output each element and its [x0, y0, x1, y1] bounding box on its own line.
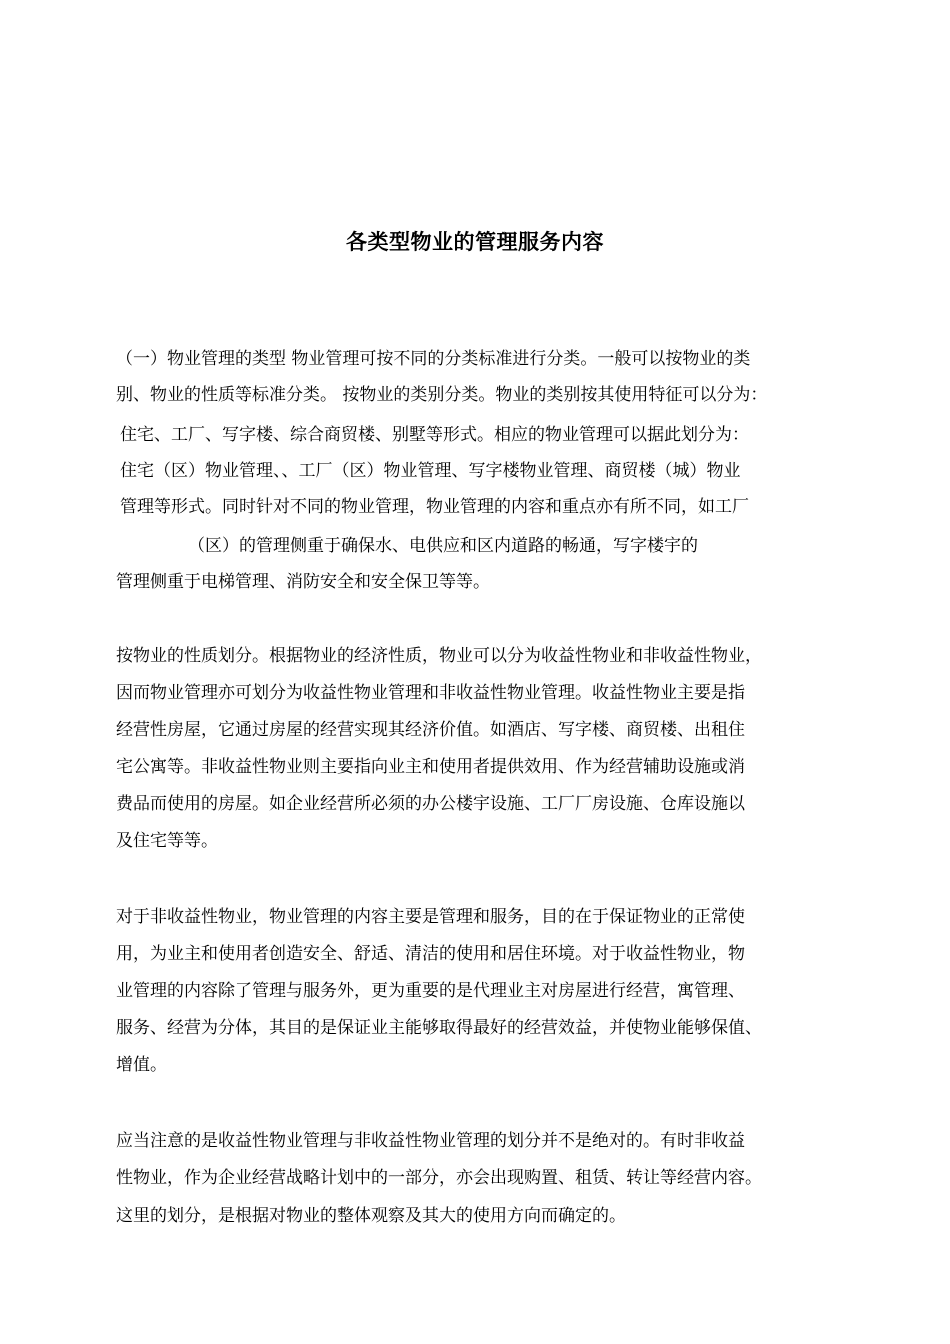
paragraph-2-line-3: 经营性房屋，它通过房屋的经营实现其经济价值。如酒店、写字楼、商贸楼、出租住 [116, 720, 745, 740]
paragraph-1-line-7: 管理侧重于电梯管理、消防安全和安全保卫等等。 [116, 572, 490, 592]
paragraph-2-line-6: 及住宅等等。 [116, 831, 218, 851]
paragraph-2-line-2: 因而物业管理亦可划分为收益性物业管理和非收益性物业管理。收益性物业主要是指 [116, 683, 745, 703]
paragraph-3-line-5: 增值。 [116, 1055, 167, 1075]
paragraph-3-line-3: 业管理的内容除了管理与服务外，更为重要的是代理业主对房屋进行经营，寓管理、 [116, 981, 745, 1001]
paragraph-1-line-4: 住宅（区）物业管理、、工厂（区）物业管理、写字楼物业管理、商贸楼（城）物业 [120, 461, 741, 481]
paragraph-4-line-1: 应当注意的是收益性物业管理与非收益性物业管理的划分并不是绝对的。有时非收益 [116, 1131, 745, 1151]
paragraph-4-line-3: 这里的划分，是根据对物业的整体观察及其大的使用方向而确定的。 [116, 1206, 626, 1226]
paragraph-2-line-4: 宅公寓等。非收益性物业则主要指向业主和使用者提供效用、作为经营辅助设施或消 [116, 757, 745, 777]
paragraph-1-line-3: 住宅、工厂、写字楼、综合商贸楼、别墅等形式。相应的物业管理可以据此划分为： [120, 425, 749, 445]
paragraph-1-line-5: 管理等形式。同时针对不同的物业管理，物业管理的内容和重点亦有所不同，如工厂 [120, 497, 749, 517]
paragraph-1-line-1: （一）物业管理的类型 物业管理可按不同的分类标准进行分类。一般可以按物业的类 [116, 349, 751, 369]
paragraph-2-line-5: 费品而使用的房屋。如企业经营所必须的办公楼宇设施、工厂厂房设施、仓库设施以 [116, 794, 745, 814]
paragraph-3-line-1: 对于非收益性物业，物业管理的内容主要是管理和服务，目的在于保证物业的正常使 [116, 907, 745, 927]
paragraph-1-line-6: （区）的管理侧重于确保水、电供应和区内道路的畅通，写字楼宇的 [188, 536, 698, 556]
paragraph-2-line-1: 按物业的性质划分。根据物业的经济性质，物业可以分为收益性物业和非收益性物业， [116, 646, 762, 666]
paragraph-4-line-2: 性物业，作为企业经营战略计划中的一部分，亦会出现购置、租赁、转让等经营内容。 [116, 1168, 762, 1188]
paragraph-3-line-2: 用，为业主和使用者创造安全、舒适、清洁的使用和居住环境。对于收益性物业，物 [116, 944, 745, 964]
paragraph-3-line-4: 服务、经营为分体，其目的是保证业主能够取得最好的经营效益，并使物业能够保值、 [116, 1018, 762, 1038]
paragraph-1-line-2: 别、物业的性质等标准分类。 按物业的类别分类。物业的类别按其使用特征可以分为： [116, 385, 768, 405]
document-title: 各类型物业的管理服务内容 [346, 230, 604, 254]
